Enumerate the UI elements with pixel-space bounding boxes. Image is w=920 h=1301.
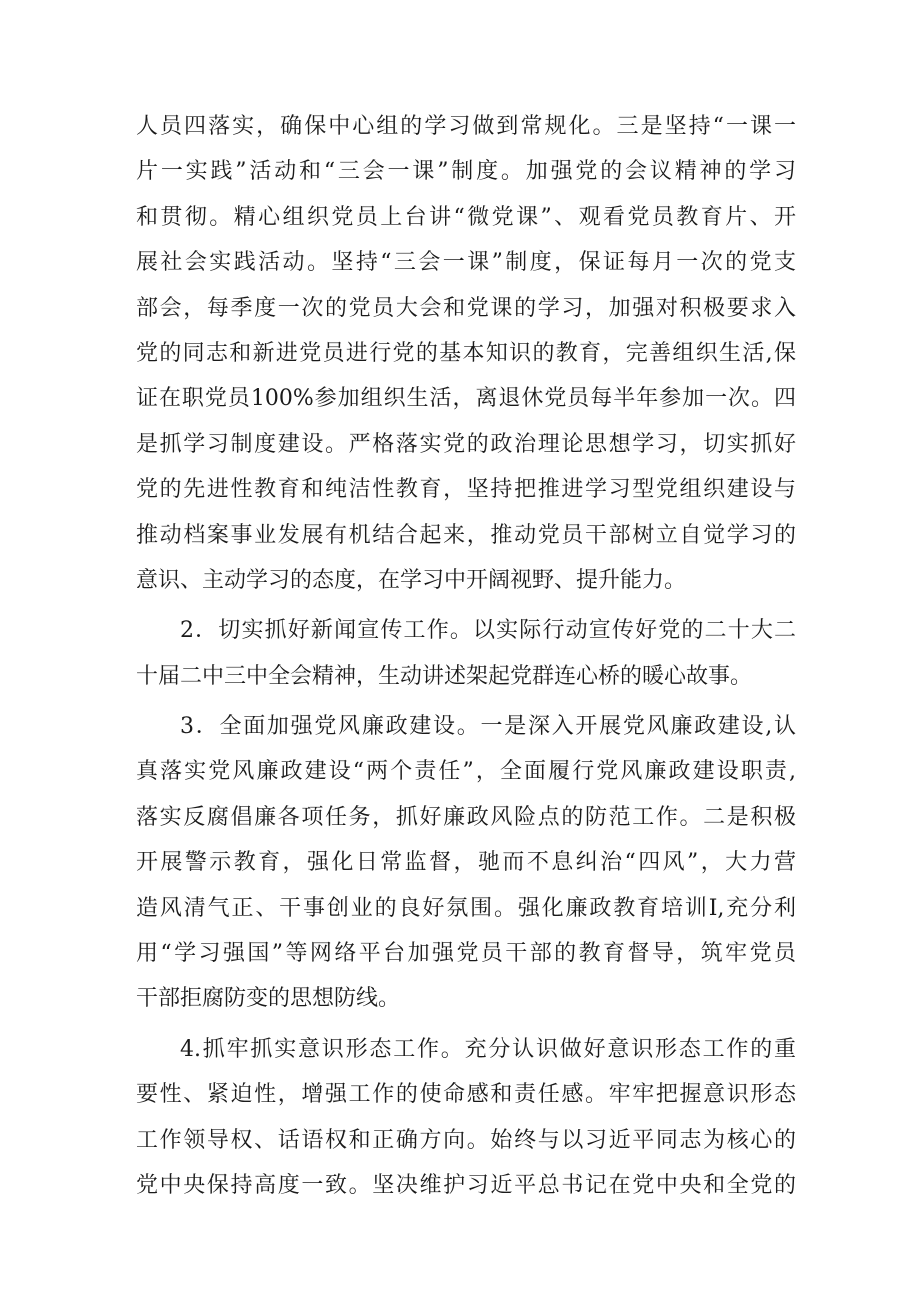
document-body — [136, 104, 796, 1208]
text-line: 用“学习强国”等网络平台加强党员干部的教育督导，筑牢党员 — [136, 941, 796, 967]
text-line: 展社会实践活动。坚持“三会一课”制度，保证每月一次的党支 — [136, 250, 796, 276]
text-line: 真落实党风廉政建设“两个责任”，全面履行党风廉政建设职责, — [136, 759, 796, 785]
paragraph-p4 — [136, 1027, 796, 1209]
text-line: 片一实践”活动和“三会一课”制度。加强党的会议精神的学习 — [136, 159, 796, 185]
text-line: 和贯彻。精心组织党员上台讲“微党课”、观看党员教育片、开 — [136, 204, 796, 230]
text-line: 意识、主动学习的态度，在学习中开阔视野、提升能力。 — [136, 567, 687, 593]
text-line: 党的先进性教育和纯洁性教育，坚持把推进学习型党组织建设与 — [136, 477, 796, 503]
text-line: 推动档案事业发展有机结合起来，推动党员干部树立自觉学习的 — [136, 522, 796, 548]
text-line: 3．全面加强党风廉政建设。一是深入开展党风廉政建设,认 — [180, 714, 796, 740]
text-line: 证在职党员100%参加组织生活，离退休党员每半年参加一次。四 — [136, 386, 796, 412]
paragraph-p2 — [136, 608, 796, 699]
text-line: 要性、紧迫性，增强工作的使命感和责任感。牢牢把握意识形态 — [136, 1082, 796, 1108]
text-line: 2．切实抓好新闻宣传工作。以实际行动宣传好党的二十大二 — [180, 618, 796, 644]
text-line: 是抓学习制度建设。严格落实党的政治理论思想学习，切实抓好 — [136, 431, 796, 457]
text-line: 造风清气正、干事创业的良好氛围。强化廉政教育培训I,充分利 — [136, 895, 796, 921]
text-line: 开展警示教育，强化日常监督，驰而不息纠治“四风”，大力营 — [136, 850, 796, 876]
text-line: 十届二中三中全会精神，生动讲述架起党群连心桥的暖心故事。 — [136, 663, 753, 689]
paragraph-p3 — [136, 704, 796, 1022]
text-line: 党中央保持高度一致。坚决维护习近平总书记在党中央和全党的 — [136, 1172, 796, 1198]
text-line: 工作领导权、话语权和正确方向。始终与以习近平同志为核心的 — [136, 1127, 796, 1153]
text-line: 4.抓牢抓实意识形态工作。充分认识做好意识形态工作的重 — [180, 1036, 796, 1062]
text-line: 人员四落实，确保中心组的学习做到常规化。三是坚持“一课一 — [136, 114, 796, 139]
text-line: 部会，每季度一次的党员大会和党课的学习，加强对积极要求入 — [136, 295, 796, 321]
text-line: 干部拒腐防变的思想防线。 — [136, 986, 401, 1012]
text-line: 落实反腐倡廉各项任务，抓好廉政风险点的防范工作。二是积极 — [136, 804, 796, 830]
text-line: 党的同志和新进党员进行党的基本知识的教育，完善组织生活,保 — [136, 340, 796, 366]
paragraph-p1 — [136, 104, 796, 603]
